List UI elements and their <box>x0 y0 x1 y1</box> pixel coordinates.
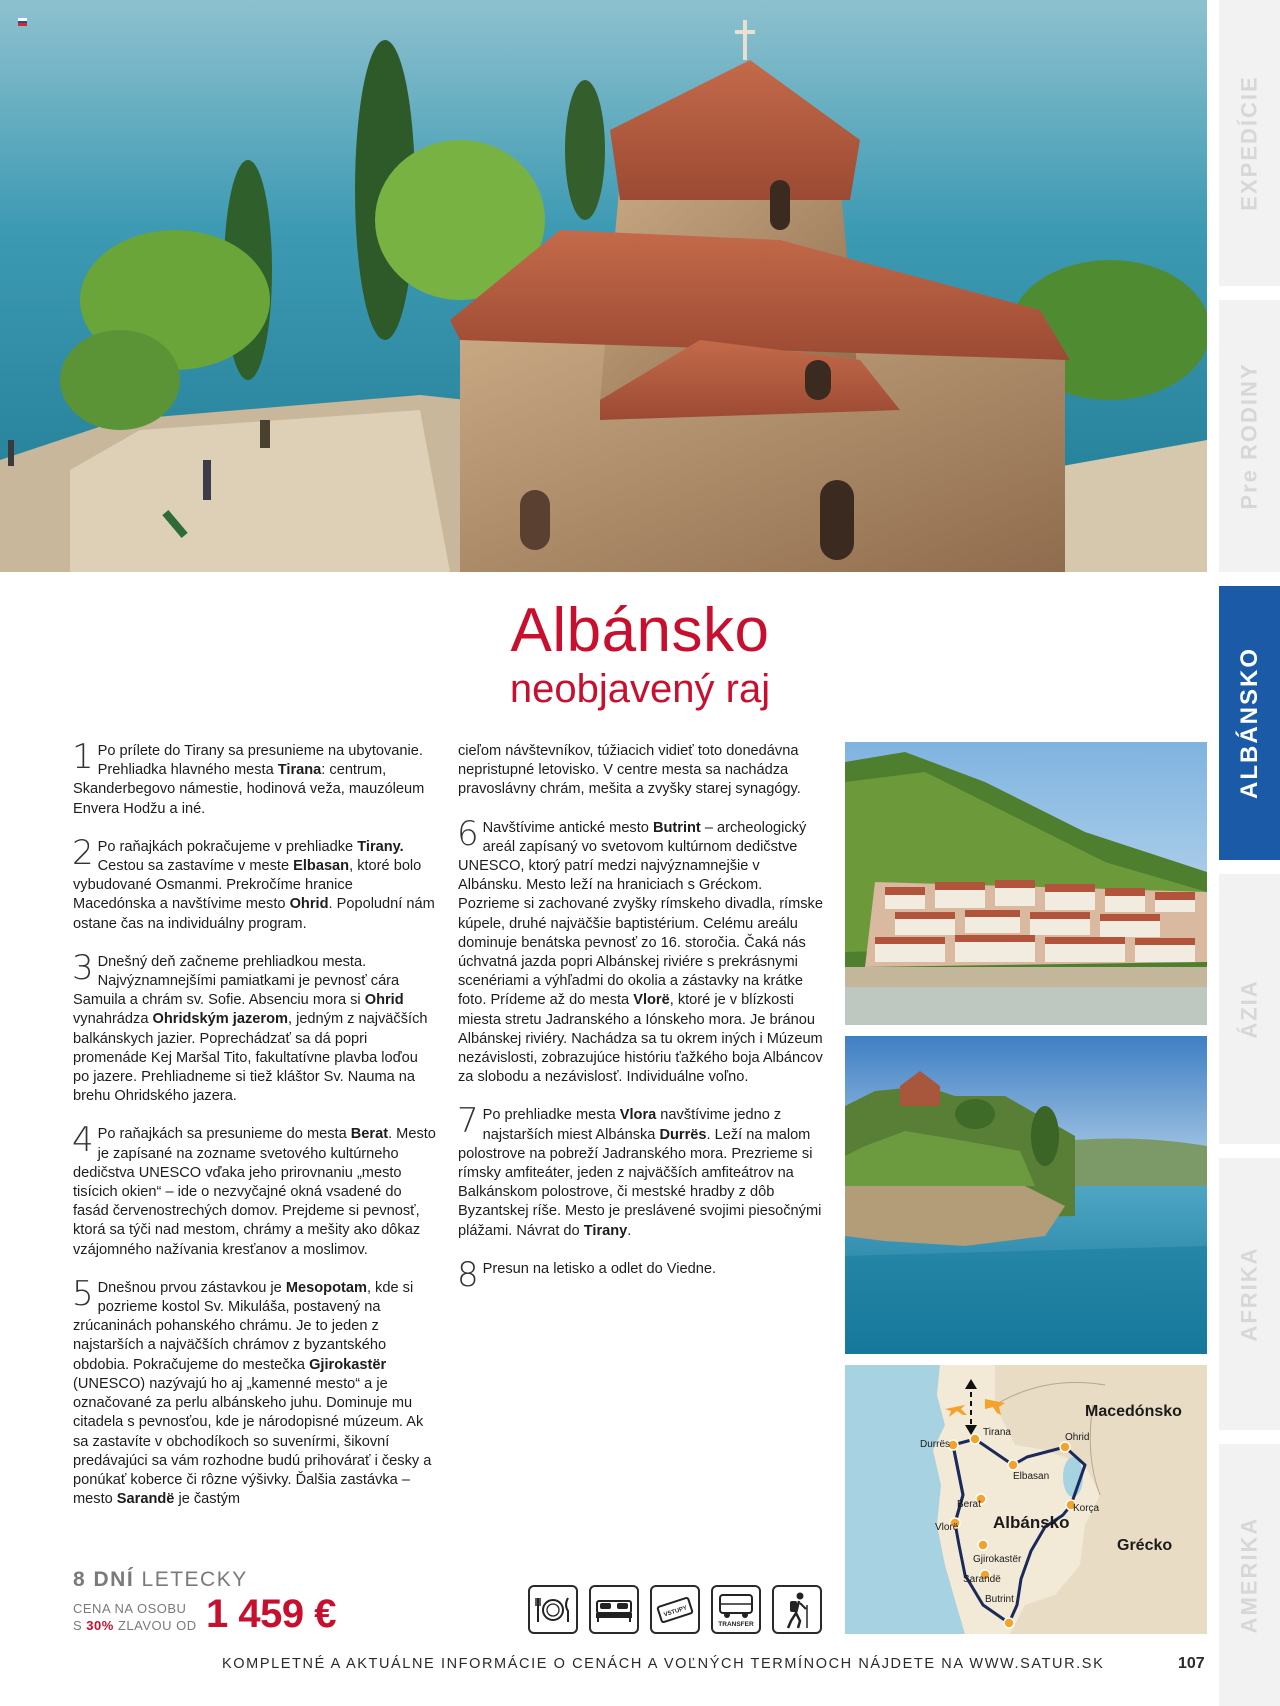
day-description: Po prehliadke mesta Vlora navštívime jedno z najstarších miest Albánska Durrës. Leží na malom polostrove na pobreží Jadranského mora. Prezrieme si rímsky amfiteáter, jeden z najväčších amfiteátrov na Balkánskom polostrove, či mestské hradby z dôb Byzantskej ríše. Mesto je preslávené svojimi piesočnými plážami. Návrat do Tirany. <box>458 1107 822 1239</box>
day-5-continued: cieľom návštevníkov, túžiacich vidieť toto donedávna nepristupné letovisko. V centre mesta sa nachádza pravoslávny chrám, mešita a zvyšky starej synagógy. <box>458 743 801 798</box>
itinerary-day-4 <box>72 1120 438 1259</box>
page-subtitle: neobjavený raj <box>509 667 771 711</box>
day-number: 8 <box>457 1254 479 1295</box>
map-label-macedonia: Macedónsko <box>1085 1403 1182 1420</box>
meals-icon <box>528 1585 578 1634</box>
hero-church-photo <box>0 0 1207 572</box>
tickets-icon-text: VSTUPY <box>663 1604 688 1618</box>
day-description: Po raňajkách sa presunieme do mesta Berat. Mesto je zapísané na zozname svetového kultúrneho dedičstva UNESCO vďaka jeho prirovnaniu „mesto tisícich okien“ – ide o nezvyčajné okná vsadené do fasád červenostrechých domov. Prejdeme si pevnosť, ktorá sa týči nad mestom, chrámy a mešity ako dôkaz vzájomného nažívania kresťanov a moslimov. <box>73 1126 436 1258</box>
itinerary-day-5 <box>72 1273 438 1509</box>
page-title-block <box>420 596 860 712</box>
map-city-vlore: Vlorë <box>935 1522 959 1533</box>
tab-pre-rodiny[interactable]: Pre RODINY <box>1219 300 1280 572</box>
itinerary-day-6 <box>457 813 823 1088</box>
price-label-line2 <box>73 1617 197 1634</box>
day-description: Navštívime antické mesto Butrint – archeologický areál zapísaný vo svetovom kultúrnom dedičstve UNESCO, ktorý patrí medzi najvýznamnejšie v Albánsku. Mesto leží na hraniciach s Gréckom. Pozrieme si zachované zvyšky rímskeho divadla, rímske kúpele, druhé najväčšie baptistérium. Celému areálu dominuje benátska pevnosť zo 16. storočia. Čaká nás úchvatná jazda popri Albánskej riviére s prekrásnymi scenériami a výhľadmi do okolia a zástavky na krátke foto. Prídeme až do mesta Vlorë, ktoré je v blízkosti miesta stretu Jadranského a Iónskeho mora. Je bránou Albánskej riviéry. Nachádza sa tu okrem iných i Múzeum nezávislosti, zobrazujúce históriu ťažkého boja Albáncov za slobodu a nezávislosť. Individuálne voľno. <box>458 819 823 1086</box>
footer-info-text: KOMPLETNÉ A AKTUÁLNE INFORMÁCIE O CENÁCH A VOĽNÝCH TERMÍNOCH NÁJDETE NA WWW.SATUR.SK <box>222 1656 1105 1672</box>
duration-days: 8 DNÍ <box>73 1568 135 1591</box>
map-city-butrint: Butrint <box>985 1594 1014 1605</box>
hero-illustration <box>0 0 1207 572</box>
bed-icon <box>589 1585 639 1634</box>
tab-afrika[interactable]: AFRIKA <box>1219 1158 1280 1430</box>
map-label-greece: Grécko <box>1117 1537 1173 1554</box>
bus-transfer-icon <box>711 1585 761 1634</box>
map-city-tirana: Tirana <box>983 1427 1011 1438</box>
itinerary-day-8 <box>457 1254 823 1295</box>
tickets-icon <box>650 1585 700 1634</box>
map-city-berat: Berat <box>957 1499 981 1510</box>
hiking-icon-graphic <box>782 1591 812 1629</box>
hiking-icon <box>772 1585 822 1634</box>
day-number: 4 <box>72 1120 94 1161</box>
day-description: Presun na letisko a odlet do Viedne. <box>482 1260 717 1277</box>
ohrid-lake-photo <box>845 1036 1207 1354</box>
tickets-icon-graphic <box>655 1595 695 1625</box>
map-city-ohrid: Ohrid <box>1065 1432 1090 1443</box>
page-number: 107 <box>1178 1655 1205 1672</box>
itinerary-day-7 <box>457 1101 823 1240</box>
meals-icon-graphic <box>533 1595 573 1625</box>
itinerary-column-1 <box>72 737 438 1528</box>
price-value: 1 459 € <box>206 1592 336 1636</box>
flag-icon <box>18 18 27 26</box>
berat-town-photo <box>845 742 1207 1025</box>
tab-azia[interactable]: ÁZIA <box>1219 874 1280 1144</box>
map-city-elbasan: Elbasan <box>1013 1471 1050 1482</box>
map-city-sarande: Sarandë <box>963 1574 1001 1585</box>
price-label <box>73 1600 197 1634</box>
day-number: 6 <box>457 813 479 854</box>
map-label-albania: Albánsko <box>993 1513 1070 1532</box>
price-label-suffix: ZLAVOU OD <box>117 1618 197 1633</box>
included-services-icons <box>528 1585 822 1634</box>
ohrid-illustration <box>845 1036 1207 1354</box>
tab-expedicie[interactable]: EXPEDÍCIE <box>1219 0 1280 286</box>
berat-illustration <box>845 742 1207 1025</box>
map-city-gjirokaster: Gjirokastër <box>973 1554 1022 1565</box>
tab-albansko[interactable]: ALBÁNSKO <box>1219 586 1280 860</box>
day-number: 5 <box>72 1273 94 1314</box>
route-map <box>845 1365 1207 1634</box>
day-number: 2 <box>72 832 94 873</box>
itinerary-day-1 <box>72 737 438 819</box>
map-city-korca: Korça <box>1073 1503 1100 1514</box>
price-label-line1: CENA NA OSOBU <box>73 1601 187 1616</box>
page-title: Albánsko <box>510 596 770 665</box>
itinerary-day-3 <box>72 947 438 1107</box>
day-description: Dnešný deň začneme prehliadkou mesta. Najvýznamnejšími pamiatkami je pevnosť cára Samuila a chrám sv. Sofie. Absenciu mora si Ohrid vynahrádza Ohridským jazerom, jedným z najväčších balkánskych jazier. Poprechádzať sa dá popri promenáde Kej Maršal Tito, fakultatívne plavba loďou po jazere. Prehliadneme si tiež kláštor Sv. Nauma na brehu Ohridského jazera. <box>73 953 428 1105</box>
itinerary-day-2 <box>72 832 438 934</box>
day-description: Po raňajkách pokračujeme v prehliadke Tirany. Cestou sa zastavíme v meste Elbasan, ktoré bolo vybudované Osmanmi. Prekročíme hranice Macedónska a navštívime mesto Ohrid. Popoludní nám ostane čas na individuálny program. <box>73 838 435 932</box>
trip-duration <box>73 1568 248 1592</box>
bus-transfer-icon-graphic <box>715 1592 757 1628</box>
day-number: 7 <box>457 1101 479 1142</box>
side-navigation-tabs <box>1219 0 1280 1706</box>
day-description: Po prílete do Tirany sa presunieme na ubytovanie. Prehliadka hlavného mesta Tirana: centrum, Skanderbegovo námestie, hodinová veža, mauzóleum Envera Hodžu a iné. <box>73 743 425 817</box>
price-label-prefix: S <box>73 1618 83 1633</box>
duration-transport: LETECKY <box>141 1568 248 1591</box>
transfer-icon-text: TRANSFER <box>718 1620 754 1628</box>
day-number: 1 <box>72 737 94 777</box>
itinerary-column-2 <box>458 742 823 1298</box>
day-number: 3 <box>72 947 94 988</box>
tab-amerika[interactable]: AMERIKA <box>1219 1444 1280 1706</box>
discount-percent: 30% <box>86 1618 114 1633</box>
bed-icon-graphic <box>594 1597 634 1623</box>
day-description: Dnešnou prvou zástavkou je Mesopotam, kde si pozrieme kostol Sv. Mikuláša, postavený na zrúcaninách pohanského chrámu. Je to jeden z najstarších a najväčších chrámov z byzantského obdobia. Pokračujeme do mestečka Gjirokastër (UNESCO) nazývajú ho aj „kamenné mesto“ a je označované za perlu albánskeho juhu. Dominuje mu citadela s pevnosťou, kde je národopisné múzeum. Ak sa zastavíte v obchodíkoch so suvenírmi, šikovní predávajúci sa vám rozhodne budú prihovárať i česky a ponúkať koberce či rôzne výšivky. Ďalšia zastávka – mesto Sarandë je častým <box>73 1279 432 1508</box>
map-city-durres: Durrës <box>920 1439 951 1450</box>
